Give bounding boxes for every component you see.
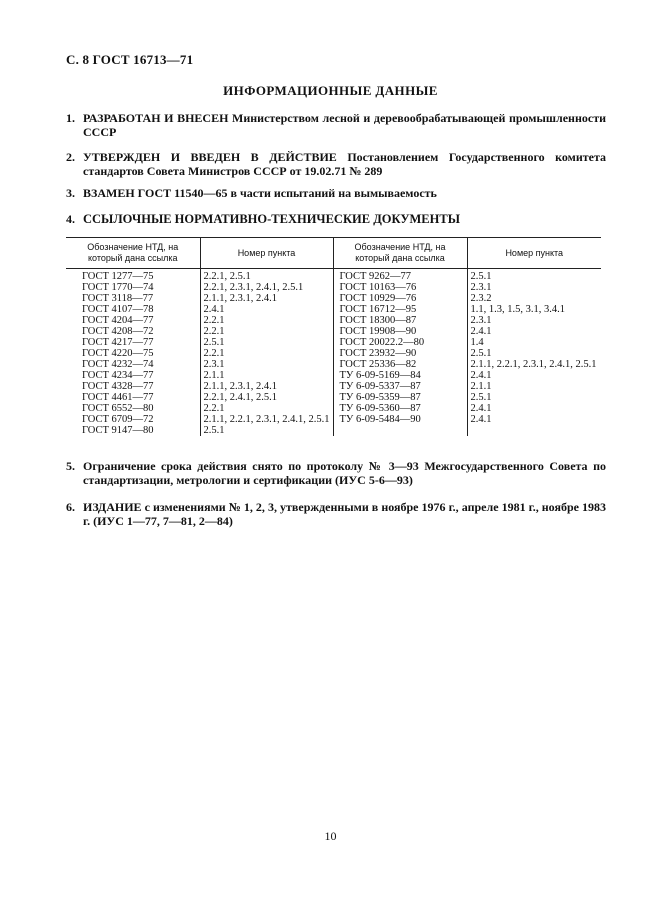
section-title: ИНФОРМАЦИОННЫЕ ДАННЫЕ: [223, 83, 438, 98]
ntd-code-cell: ТУ 6-09-5360—87: [333, 403, 467, 414]
clause-cell: 2.2.1, 2.4.1, 2.5.1: [200, 392, 333, 403]
header-clause-left: Номер пункта: [200, 238, 333, 269]
ntd-code-cell: ТУ 6-09-5169—84: [333, 370, 467, 381]
ntd-code-cell: ГОСТ 6552—80: [82, 403, 154, 414]
ntd-code-cell: [333, 425, 467, 436]
ntd-code-cell: ГОСТ 6709—72: [82, 414, 154, 425]
clause-cell: [467, 425, 601, 436]
ntd-code-cell: ГОСТ 4208—72: [82, 326, 154, 337]
references-table: [66, 237, 601, 436]
clause-cell: 2.2.1, 2.5.1: [200, 269, 333, 283]
item-number: 5.: [66, 459, 75, 473]
item-lead: ССЫЛОЧНЫЕ НОРМАТИВНО-ТЕХНИЧЕСКИЕ ДОКУМЕНТЫ: [83, 212, 460, 226]
clause-cell: 2.4.1: [467, 326, 601, 337]
ntd-code-cell: ТУ 6-09-5359—87: [333, 392, 467, 403]
clause-cell: 2.1.1, 2.3.1, 2.4.1: [200, 381, 333, 392]
info-item-4: [66, 212, 606, 226]
clause-cell: 2.4.1: [467, 370, 601, 381]
clause-cell: 1.4: [467, 337, 601, 348]
clause-cell: 2.5.1: [467, 392, 601, 403]
table-body: [66, 269, 601, 437]
info-item-3: [66, 186, 606, 200]
table-row: [66, 282, 601, 293]
ntd-code-cell: ГОСТ 9147—80: [82, 425, 154, 436]
item-number: 3.: [66, 186, 75, 200]
ntd-code-cell: ГОСТ 3118—77: [82, 293, 154, 304]
ntd-code-cell: ГОСТ 4461—77: [82, 392, 154, 403]
ntd-code-cell: ГОСТ 1277—75: [82, 271, 154, 282]
table-row: [66, 269, 601, 283]
table-row: [66, 414, 601, 425]
table-row: [66, 315, 601, 326]
table-row: [66, 425, 601, 436]
table-row: [66, 348, 601, 359]
info-item-2: [66, 150, 606, 178]
item-number: 1.: [66, 111, 75, 125]
item-number: 2.: [66, 150, 75, 164]
item-lead: УТВЕРЖДЕН И ВВЕДЕН В ДЕЙСТВИЕ: [83, 150, 337, 164]
item-text: Министерством лесной и деревообрабатывающей промышленности СССР: [83, 111, 607, 139]
clause-cell: 2.1.1: [467, 381, 601, 392]
ntd-code-cell: ГОСТ 19908—90: [333, 326, 467, 337]
item-text: Ограничение срока действия снято по протоколу № 3—93 Межгосударственного Совета по стандартизации, метрологии и сертификации (ИУС 5-6—93): [83, 459, 606, 487]
clause-cell: 2.3.2: [467, 293, 601, 304]
ntd-code-cell: ГОСТ 10163—76: [333, 282, 467, 293]
table-row: [66, 392, 601, 403]
ntd-code-cell: ГОСТ 4328—77: [82, 381, 154, 392]
item-text: Постановлением Государственного комитета стандартов Совета Министров СССР от 19.02.71 № 289: [83, 150, 606, 178]
table-row: [66, 337, 601, 348]
ntd-code-cell: ГОСТ 4217—77: [82, 337, 154, 348]
clause-cell: 2.1.1, 2.3.1, 2.4.1: [200, 293, 333, 304]
clause-cell: 2.2.1: [200, 326, 333, 337]
table-row: [66, 293, 601, 304]
ntd-code-cell: ГОСТ 4107—78: [82, 304, 154, 315]
item-lead: РАЗРАБОТАН И ВНЕСЕН: [83, 111, 229, 125]
table-row: [66, 359, 601, 370]
clause-cell: 2.4.1: [200, 304, 333, 315]
clause-cell: 2.1.1, 2.2.1, 2.3.1, 2.4.1, 2.5.1: [200, 414, 333, 425]
item-lead: ИЗДАНИЕ: [83, 500, 142, 514]
ntd-code-cell: ГОСТ 4220—75: [82, 348, 154, 359]
table-row: [66, 326, 601, 337]
clause-cell: 2.2.1: [200, 315, 333, 326]
item-text: в части испытаний на вымываемость: [227, 186, 437, 200]
table-row: [66, 304, 601, 315]
item-number: 4.: [66, 212, 75, 226]
clause-cell: 2.3.1: [467, 315, 601, 326]
clause-cell: 2.2.1, 2.3.1, 2.4.1, 2.5.1: [200, 282, 333, 293]
ntd-code-cell: ГОСТ 25336—82: [333, 359, 467, 370]
ntd-code-cell: ГОСТ 4204—77: [82, 315, 154, 326]
ntd-code-cell: ГОСТ 4232—74: [82, 359, 154, 370]
info-item-5: [66, 459, 606, 487]
info-item-6: [66, 500, 606, 528]
clause-cell: 1.1, 1.3, 1.5, 3.1, 3.4.1: [467, 304, 601, 315]
clause-cell: 2.5.1: [467, 348, 601, 359]
ntd-code-cell: ГОСТ 10929—76: [333, 293, 467, 304]
clause-cell: 2.1.1, 2.2.1, 2.3.1, 2.4.1, 2.5.1: [467, 359, 601, 370]
header-ntd-right: Обозначение НТД, на который дана ссылка: [333, 238, 467, 269]
clause-cell: 2.5.1: [467, 269, 601, 283]
ntd-code-cell: ГОСТ 1770—74: [82, 282, 154, 293]
table-row: [66, 370, 601, 381]
ntd-code-cell: ГОСТ 16712—95: [333, 304, 467, 315]
ntd-code-cell: ГОСТ 18300—87: [333, 315, 467, 326]
table-row: [66, 381, 601, 392]
clause-cell: 2.4.1: [467, 414, 601, 425]
item-text: с изменениями № 1, 2, 3, утвержденными в ноябре 1976 г., апреле 1981 г., ноябре 1983 г. (ИУС 1—77, 7—81, 2—84): [83, 500, 606, 528]
page-header: С. 8 ГОСТ 16713—71: [66, 52, 194, 67]
clause-cell: 2.5.1: [200, 425, 333, 436]
ntd-code-cell: ТУ 6-09-5337—87: [333, 381, 467, 392]
header-clause-right: Номер пункта: [467, 238, 601, 269]
ntd-code-cell: ГОСТ 23932—90: [333, 348, 467, 359]
page-number: 10: [324, 829, 337, 843]
ntd-code-cell: ТУ 6-09-5484—90: [333, 414, 467, 425]
clause-cell: 2.3.1: [467, 282, 601, 293]
header-ntd-left: Обозначение НТД, на который дана ссылка: [66, 238, 200, 269]
clause-cell: 2.3.1: [200, 359, 333, 370]
ntd-code-cell: ГОСТ 9262—77: [333, 269, 467, 283]
info-item-1: [66, 111, 606, 139]
ntd-code-cell: ГОСТ 20022.2—80: [333, 337, 467, 348]
item-lead: ВЗАМЕН ГОСТ 11540—65: [83, 186, 228, 200]
item-number: 6.: [66, 500, 75, 514]
clause-cell: 2.2.1: [200, 403, 333, 414]
clause-cell: 2.2.1: [200, 348, 333, 359]
clause-cell: 2.5.1: [200, 337, 333, 348]
clause-cell: 2.1.1: [200, 370, 333, 381]
clause-cell: 2.4.1: [467, 403, 601, 414]
ntd-code-cell: ГОСТ 4234—77: [82, 370, 154, 381]
table-row: [66, 403, 601, 414]
